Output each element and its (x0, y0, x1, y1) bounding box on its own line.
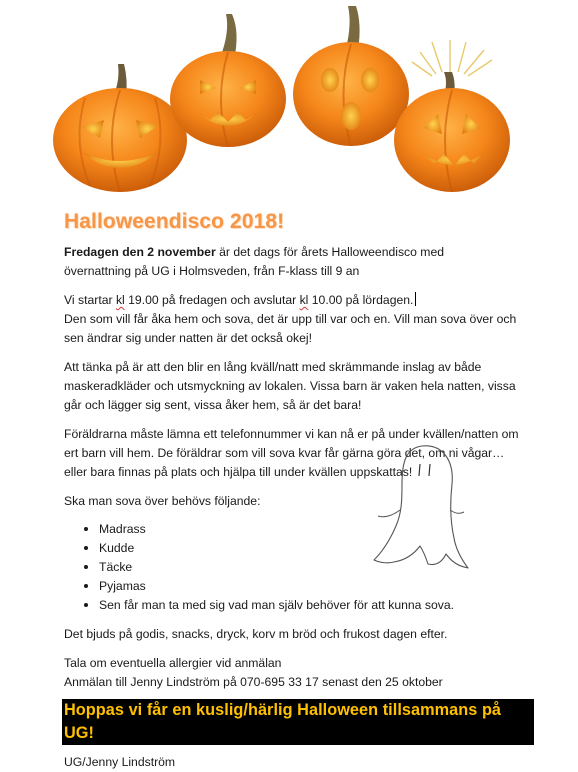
parents-line: Föräldrarna måste lämna ett telefonnummer vi kan nå er på under kvällen/natten om (64, 427, 519, 441)
list-item: Pyjamas (84, 577, 534, 595)
schedule-line2: Den som vill får åka hem och sova, det är upp till var och en. Vill man sova över och (64, 312, 517, 326)
list-item: Täcke (84, 558, 534, 576)
intro-line2: övernattning på UG i Holmsveden, från F-klass till 9 an (64, 264, 360, 278)
pumpkin-2 (170, 14, 286, 147)
pumpkins-image (40, 2, 540, 202)
closing-banner: Hoppas vi får en kuslig/härlig Halloween tillsammans på UG! (62, 699, 534, 745)
intro-paragraph (64, 243, 534, 281)
schedule-text: Vi startar (64, 293, 116, 307)
think-line: maskeradkläder och utsmyckning av lokalen. Vissa barn är vaken hela natten, vissa (64, 379, 516, 393)
intro-line1: är det dags för årets Halloweendisco med (215, 245, 445, 259)
intro-date: Fredagen den 2 november (64, 245, 216, 259)
signature: UG/Jenny Lindström (64, 755, 176, 769)
signup-paragraph (64, 654, 534, 692)
needs-intro: Ska man sova över behövs följande: (64, 494, 261, 508)
pumpkin-1 (53, 64, 187, 192)
schedule-line3: sen ändrar sig under natten är det också okej! (64, 331, 312, 345)
ghost-drawing (370, 440, 470, 575)
pumpkin-4 (394, 40, 510, 192)
spelling-flag: kl (115, 293, 125, 307)
list-item: Madrass (84, 520, 534, 538)
think-line: Att tänka på är att den blir en lång kväll/natt med skrämmande inslag av både (64, 360, 482, 374)
allergies-line: Tala om eventuella allergier vid anmälan (64, 656, 282, 670)
think-line: går och lägger sig sent, vissa åker hem, så är det bara! (64, 398, 362, 412)
page-title: Halloweendisco 2018! (64, 210, 285, 233)
signup-line: Anmälan till Jenny Lindström på 070-695 33 17 senast den 25 oktober (64, 675, 443, 689)
schedule-text: 19.00 på fredagen och avslutar (124, 293, 300, 307)
spelling-flag: kl (299, 293, 309, 307)
schedule-text: 10.00 på lördagen. (308, 293, 414, 307)
list-item: Kudde (84, 539, 534, 557)
text-cursor (415, 292, 416, 306)
list-item: Sen får man ta med sig vad man själv behöver för att kunna sova. (84, 596, 534, 614)
parents-line: eller bara finnas på plats och hjälpa till under kvällen uppskattas! (64, 465, 413, 479)
food-paragraph: Det bjuds på godis, snacks, dryck, korv m bröd och frukost dagen efter. (64, 627, 448, 641)
pumpkin-3 (293, 6, 409, 146)
schedule-paragraph (64, 291, 534, 348)
think-paragraph (64, 358, 534, 415)
parents-line: ert barn vill hem. De föräldrar som vill sova kvar får gärna göra det, om ni vågar… (64, 446, 505, 460)
